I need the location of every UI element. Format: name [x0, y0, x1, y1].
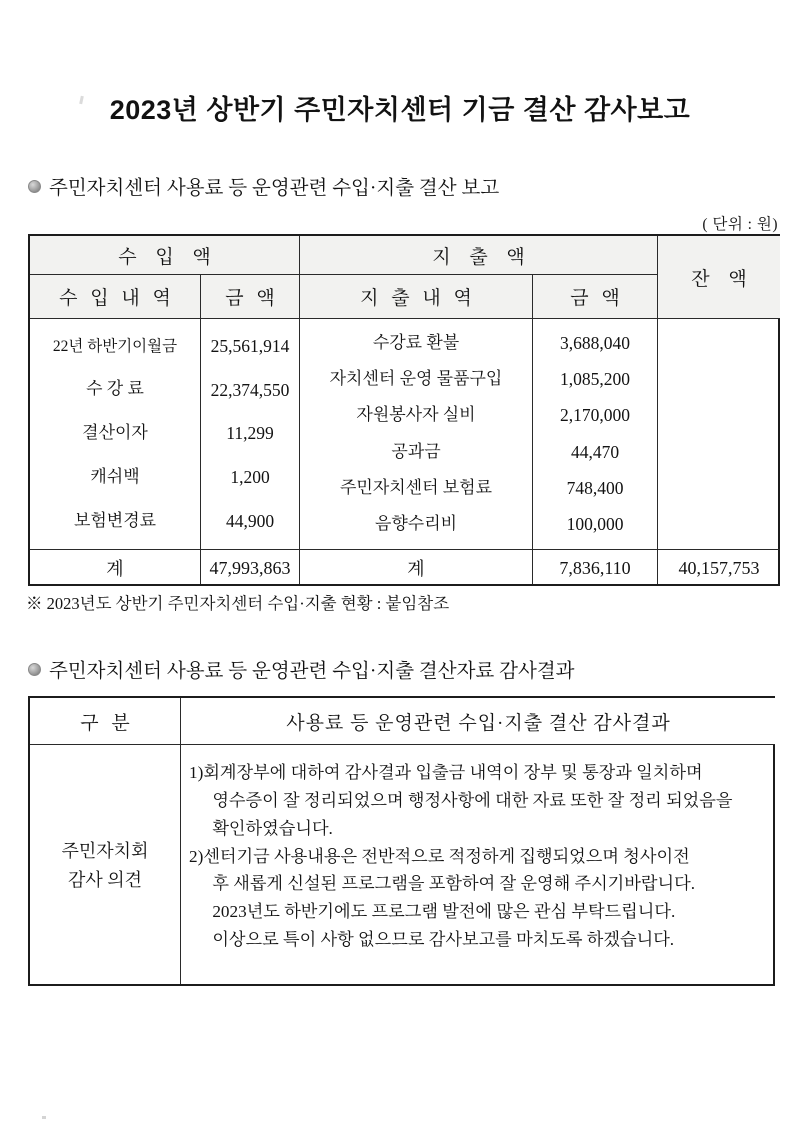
audit-opinion-line: 2023년도 하반기에도 프로그램 발전에 많은 관심 부탁드립니다. — [212, 902, 676, 922]
audit-opinion-item — [189, 843, 765, 954]
total-income-amount: 47,993,863 — [209, 557, 291, 578]
section-heading-finance-label: 주민자치센터 사용료 등 운영관련 수입·지출 결산 보고 — [49, 178, 500, 199]
header-balance: 잔 액 — [658, 236, 780, 318]
total-expense-amount: 7,836,110 — [559, 557, 631, 578]
audit-opinion-line: 이상으로 특이 사항 없으므로 감사보고를 마치도록 하겠습니다. — [212, 930, 675, 950]
audit-opinion-line: 후 새롭게 신설된 프로그램을 포함하여 잘 운영해 주시기바랍니다. — [212, 874, 695, 894]
header-expense-desc: 지 출 내 역 — [300, 275, 532, 318]
audit-opinion-cell — [181, 745, 775, 986]
page-title: 2023년 상반기 주민자치센터 기금 결산 감사보고 — [109, 95, 691, 125]
bullet-icon — [28, 663, 41, 676]
audit-opinion-text — [203, 843, 765, 954]
audit-opinion-line: 영수증이 잘 정리되었으며 행정사항에 대한 자료 또한 잘 정리 되었음을 — [212, 790, 733, 810]
audit-table — [28, 696, 775, 986]
total-expense-label: 계 — [407, 559, 425, 579]
table-cell-amount: 1,085,200 — [560, 368, 630, 389]
total-income-label: 계 — [106, 559, 124, 579]
header-category: 구 분 — [30, 698, 180, 744]
table-cell-amount: 2,170,000 — [560, 405, 630, 426]
section-heading-finance — [28, 172, 499, 200]
table-cell-amount: 44,470 — [570, 441, 620, 462]
bullet-icon — [28, 180, 41, 193]
scan-artifact — [42, 1116, 46, 1119]
audit-opinion-marker: 1) — [189, 763, 204, 782]
table-cell-amount: 22,374,550 — [210, 379, 290, 400]
income-amount-column — [201, 319, 299, 549]
income-desc-column — [30, 319, 200, 549]
table-row: 자원봉사자 실비 — [356, 405, 476, 425]
table-cell-amount: 44,900 — [225, 510, 275, 531]
table-cell-amount: 3,688,040 — [560, 332, 630, 353]
table-row: 주민자치센터 보험료 — [339, 478, 493, 498]
table-row: 결산이자 — [82, 422, 148, 442]
finance-table-footnote: ※ 2023년도 상반기 주민자치센터 수입·지출 현황 : 붙임참조 — [26, 594, 450, 613]
table-cell-amount: 1,200 — [230, 466, 270, 487]
table-row: 캐쉬백 — [90, 466, 140, 486]
total-balance-amount: 40,157,753 — [678, 557, 760, 578]
audit-category-cell — [30, 745, 180, 986]
table-row: 22년 하반기이월금 — [52, 337, 178, 355]
audit-category-line-2: 감사 의견 — [67, 869, 143, 890]
table-row: 음향수리비 — [374, 514, 458, 534]
table-cell-amount: 748,400 — [566, 477, 624, 498]
table-row: 자치센터 운영 물품구입 — [329, 369, 503, 389]
section-heading-audit — [28, 655, 575, 683]
audit-category-line-1: 주민자치회 — [61, 840, 149, 861]
expense-desc-column — [300, 319, 532, 549]
section-heading-audit-label: 주민자치센터 사용료 등 운영관련 수입·지출 결산자료 감사결과 — [49, 661, 575, 682]
expense-amount-column — [533, 319, 657, 549]
audit-opinion-item — [189, 759, 765, 843]
table-row: 공과금 — [391, 441, 441, 461]
header-income-desc: 수 입 내 역 — [30, 275, 200, 318]
audit-opinion-line: 센터기금 사용내용은 전반적으로 적정하게 집행되었으며 청사이전 — [203, 846, 690, 866]
audit-opinion-text — [203, 759, 765, 843]
audit-opinion-line: 확인하였습니다. — [212, 818, 333, 838]
unit-note: ( 단위 : 원) — [702, 216, 778, 233]
table-row: 보험변경료 — [73, 510, 157, 530]
header-expense-amount: 금 액 — [533, 275, 657, 318]
table-row: 수 강 료 — [86, 378, 144, 398]
header-income-group: 수 입 액 — [30, 236, 299, 274]
header-audit-result: 사용료 등 운영관련 수입·지출 결산 감사결과 — [181, 698, 775, 744]
table-cell-amount: 100,000 — [566, 514, 624, 535]
header-expense-group: 지 출 액 — [300, 236, 657, 274]
header-income-amount: 금 액 — [201, 275, 299, 318]
table-cell-amount: 11,299 — [226, 423, 274, 444]
finance-table — [28, 234, 780, 586]
audit-opinion-marker: 2) — [189, 846, 204, 866]
table-row: 수강료 환불 — [372, 332, 460, 352]
table-cell-amount: 25,561,914 — [210, 336, 290, 357]
audit-opinion-line: 회계장부에 대하여 감사결과 입출금 내역이 장부 및 통장과 일치하며 — [203, 763, 703, 782]
